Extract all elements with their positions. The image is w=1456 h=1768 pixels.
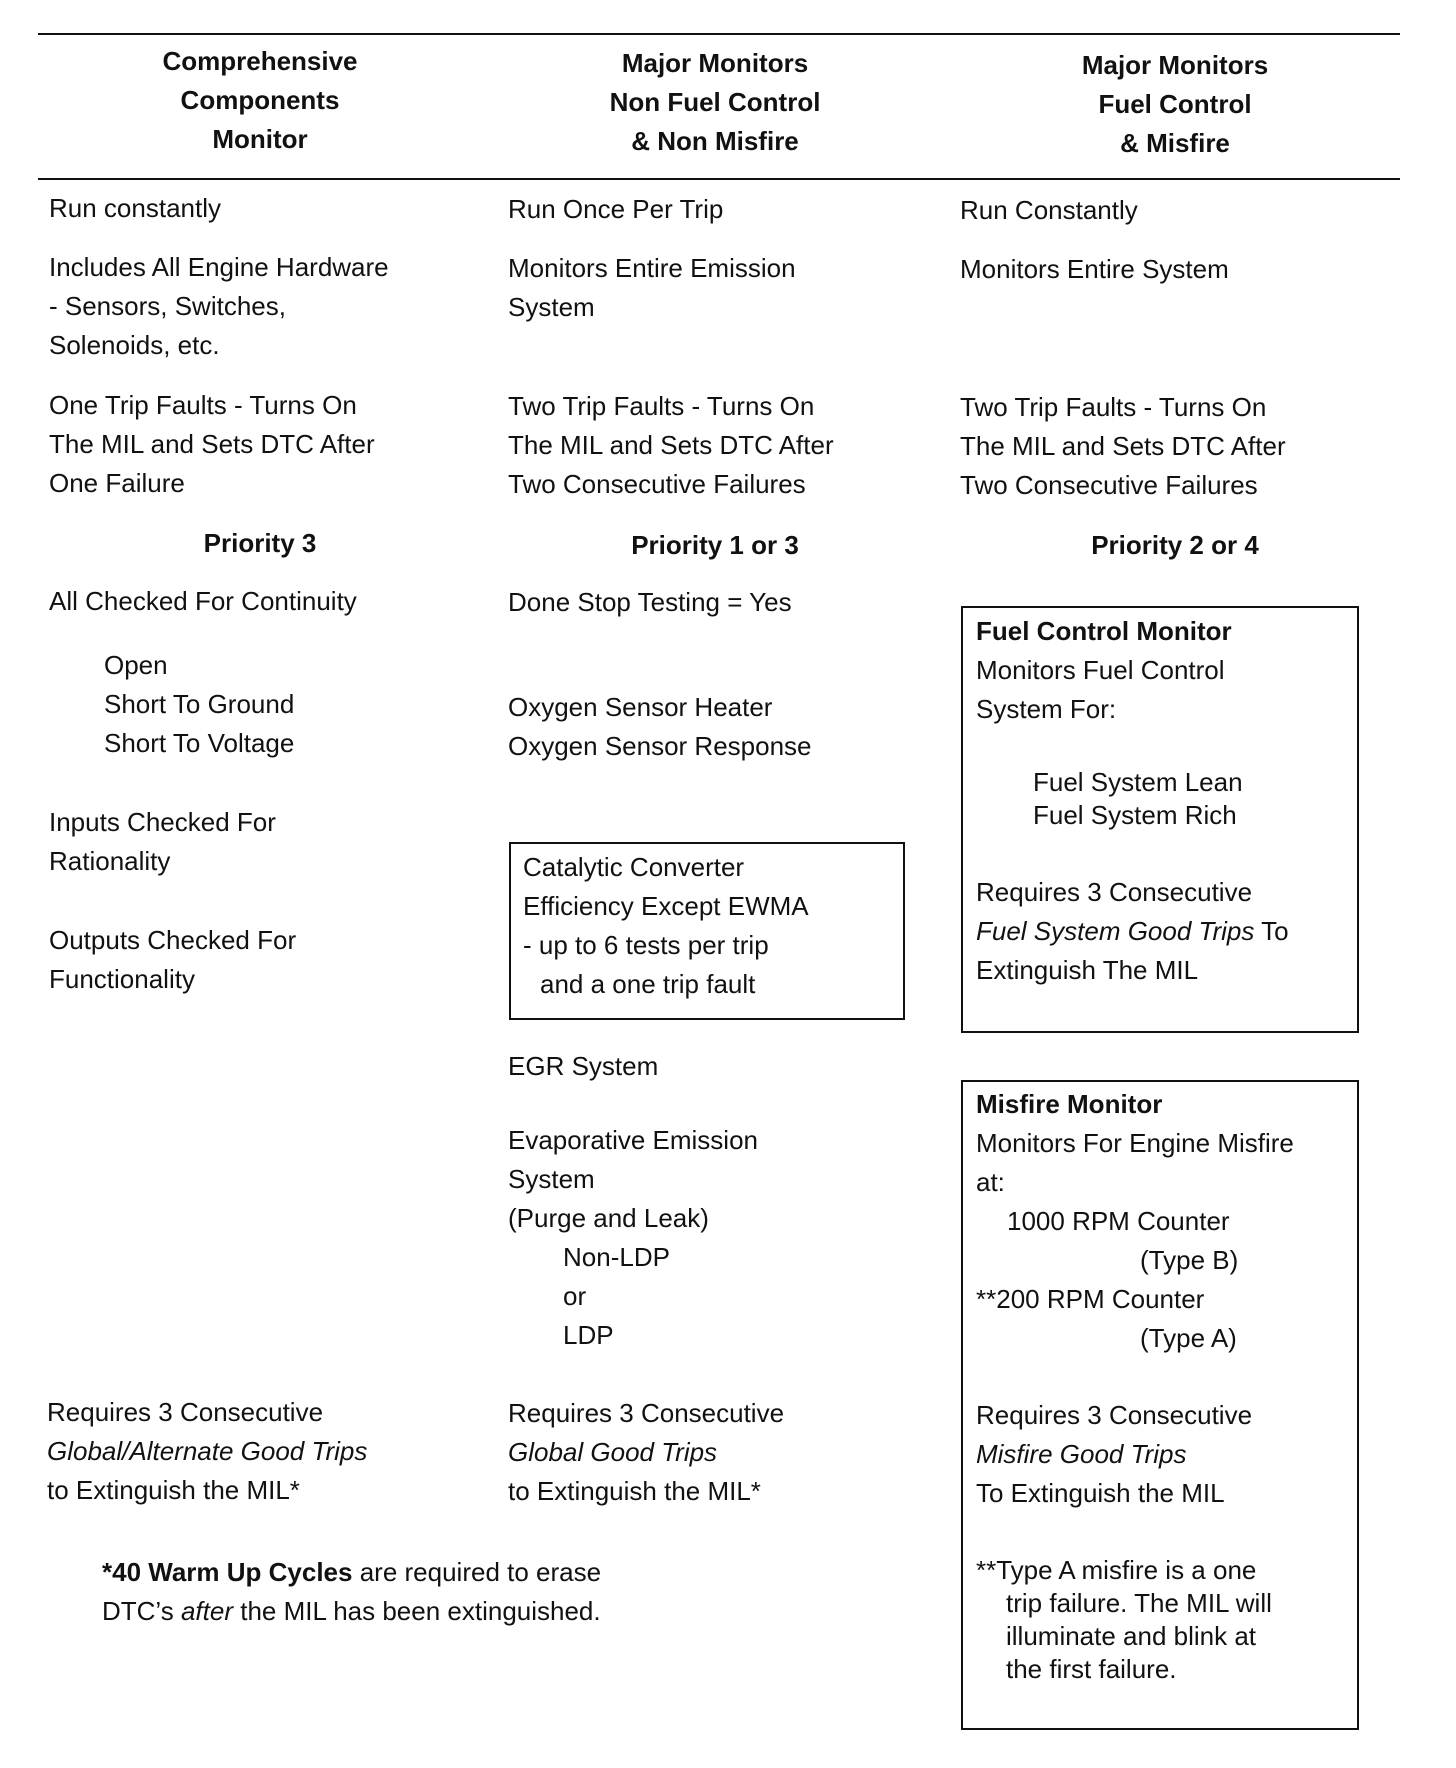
col2-monitors bbox=[508, 249, 796, 327]
col2-oxygen bbox=[508, 688, 812, 766]
header-line: Components bbox=[180, 85, 340, 115]
text-line: Includes All Engine Hardware bbox=[49, 252, 389, 282]
header-rule bbox=[38, 178, 1400, 180]
text-line: (Purge and Leak) bbox=[508, 1203, 709, 1233]
col2-evap-types bbox=[563, 1238, 670, 1355]
good-trips-text: Misfire Good Trips bbox=[976, 1439, 1187, 1469]
header-fuel-control-misfire bbox=[1030, 46, 1320, 163]
col2-evap bbox=[508, 1121, 758, 1238]
misfire-box-requires bbox=[976, 1396, 1252, 1513]
good-trips-text: Global Good Trips bbox=[508, 1437, 718, 1467]
text-line: at: bbox=[976, 1167, 1005, 1197]
header-line: Major Monitors bbox=[621, 48, 809, 78]
fuel-box-requires bbox=[976, 873, 1289, 990]
text-line: Solenoids, etc. bbox=[49, 330, 220, 360]
header-non-fuel-control bbox=[570, 44, 860, 161]
text-line: Functionality bbox=[49, 964, 195, 994]
header-line: Comprehensive bbox=[162, 46, 358, 76]
col2-egr: EGR System bbox=[508, 1051, 659, 1081]
text-line: Efficiency Except EWMA bbox=[523, 891, 809, 921]
col3-run: Run Constantly bbox=[960, 195, 1138, 225]
text-line: The MIL and Sets DTC After bbox=[960, 431, 1286, 461]
misfire-box-title: Misfire Monitor bbox=[976, 1089, 1163, 1119]
col1-outputs bbox=[49, 921, 296, 999]
text-line: Evaporative Emission bbox=[508, 1125, 758, 1155]
text-line: - up to 6 tests per trip bbox=[523, 930, 769, 960]
fuel-box-title: Fuel Control Monitor bbox=[976, 616, 1232, 646]
footnote-line-2 bbox=[102, 1592, 601, 1631]
catalytic-converter-box bbox=[509, 842, 905, 1020]
col1-checks bbox=[104, 646, 294, 763]
text-line: illuminate and blink at bbox=[1006, 1621, 1257, 1651]
text-line: Non-LDP bbox=[563, 1242, 670, 1272]
text-line: Catalytic Converter bbox=[523, 852, 745, 882]
text-line: Requires 3 Consecutive bbox=[976, 1400, 1253, 1430]
fuel-control-monitor-box bbox=[961, 606, 1359, 1033]
footnote bbox=[102, 1553, 601, 1631]
header-line: & Non Misfire bbox=[631, 126, 799, 156]
text-line: Requires 3 Consecutive bbox=[976, 877, 1253, 907]
good-trips-text: Fuel System Good Trips bbox=[976, 916, 1255, 946]
text-line: Rationality bbox=[49, 846, 171, 876]
header-comprehensive-components bbox=[130, 42, 390, 159]
text-line: Two Trip Faults - Turns On bbox=[960, 392, 1267, 422]
text-line: Open bbox=[104, 650, 168, 680]
footnote-text: the MIL has been extinguished. bbox=[233, 1596, 601, 1626]
text-line: Two Consecutive Failures bbox=[508, 469, 806, 499]
footnote-italic: after bbox=[180, 1596, 233, 1626]
text-line: One Failure bbox=[49, 468, 185, 498]
text-line: Monitors Entire Emission bbox=[508, 253, 796, 283]
col1-includes bbox=[49, 248, 389, 365]
text-line: To Extinguish the MIL bbox=[976, 1478, 1225, 1508]
text-line: to Extinguish the MIL* bbox=[508, 1476, 761, 1506]
text-line: - Sensors, Switches, bbox=[49, 291, 286, 321]
text-line: and a one trip fault bbox=[540, 969, 756, 999]
col1-inputs bbox=[49, 803, 276, 881]
col3-faults bbox=[960, 388, 1286, 505]
text-line: The MIL and Sets DTC After bbox=[508, 430, 834, 460]
col2-faults bbox=[508, 387, 834, 504]
footnote-line-1 bbox=[102, 1553, 601, 1592]
col3-monitors: Monitors Entire System bbox=[960, 254, 1229, 284]
header-line: Major Monitors bbox=[1081, 50, 1269, 80]
text-line: Extinguish The MIL bbox=[976, 955, 1199, 985]
text-line: Monitors For Engine Misfire bbox=[976, 1128, 1294, 1158]
text-line: Outputs Checked For bbox=[49, 925, 297, 955]
misfire-monitor-box bbox=[961, 1080, 1359, 1730]
text-line: **Type A misfire is a one bbox=[976, 1555, 1257, 1585]
header-line: Non Fuel Control bbox=[609, 87, 821, 117]
text-line: Short To Ground bbox=[104, 689, 295, 719]
text-line: The MIL and Sets DTC After bbox=[49, 429, 375, 459]
text-line: Fuel System Rich bbox=[1033, 800, 1237, 830]
misfire-box-text bbox=[976, 1085, 1294, 1358]
footnote-bold: *40 Warm Up Cycles bbox=[102, 1557, 353, 1587]
text-line: One Trip Faults - Turns On bbox=[49, 390, 357, 420]
col2-done: Done Stop Testing = Yes bbox=[508, 587, 792, 617]
header-line: Fuel Control bbox=[1098, 89, 1252, 119]
col1-priority: Priority 3 bbox=[203, 528, 317, 558]
text-line: (Type B) bbox=[1140, 1245, 1239, 1275]
text-line bbox=[976, 912, 1289, 951]
fuel-box-items bbox=[1033, 766, 1243, 832]
text-line: LDP bbox=[563, 1320, 614, 1350]
text-line: 1000 RPM Counter bbox=[1007, 1206, 1230, 1236]
text-line: Two Consecutive Failures bbox=[960, 470, 1258, 500]
footnote-text: DTC’s bbox=[102, 1596, 181, 1626]
text-line: (Type A) bbox=[1140, 1323, 1237, 1353]
text-line: Requires 3 Consecutive bbox=[508, 1398, 785, 1428]
catalytic-text bbox=[523, 848, 809, 1004]
text-line: Monitors Fuel Control bbox=[976, 655, 1225, 685]
header-line: & Misfire bbox=[1120, 128, 1230, 158]
col3-priority: Priority 2 or 4 bbox=[1091, 530, 1259, 560]
col1-run: Run constantly bbox=[49, 193, 221, 223]
fuel-box-text bbox=[976, 612, 1232, 729]
misfire-box-note bbox=[976, 1554, 1272, 1686]
good-trips-text: Global/Alternate Good Trips bbox=[47, 1436, 368, 1466]
col2-requires bbox=[508, 1394, 784, 1511]
text-line: Requires 3 Consecutive bbox=[47, 1397, 324, 1427]
footnote-text: are required to erase bbox=[352, 1557, 602, 1587]
top-rule bbox=[38, 33, 1400, 35]
text-fragment: To bbox=[1254, 916, 1289, 946]
text-line: System For: bbox=[976, 694, 1117, 724]
header-line: Monitor bbox=[212, 124, 308, 154]
col2-run: Run Once Per Trip bbox=[508, 194, 724, 224]
text-line: the first failure. bbox=[1006, 1654, 1177, 1684]
text-line: **200 RPM Counter bbox=[976, 1284, 1205, 1314]
text-line: trip failure. The MIL will bbox=[1006, 1588, 1272, 1618]
text-line: Two Trip Faults - Turns On bbox=[508, 391, 815, 421]
text-line: to Extinguish the MIL* bbox=[47, 1475, 300, 1505]
text-line: Short To Voltage bbox=[104, 728, 295, 758]
text-line: Oxygen Sensor Response bbox=[508, 731, 812, 761]
col2-priority: Priority 1 or 3 bbox=[631, 530, 799, 560]
text-line: Fuel System Lean bbox=[1033, 767, 1243, 797]
col1-requires bbox=[47, 1393, 367, 1510]
text-line: System bbox=[508, 292, 595, 322]
text-line: System bbox=[508, 1164, 595, 1194]
text-line: Oxygen Sensor Heater bbox=[508, 692, 773, 722]
text-line: Inputs Checked For bbox=[49, 807, 276, 837]
text-line: or bbox=[563, 1281, 587, 1311]
col1-continuity: All Checked For Continuity bbox=[49, 586, 357, 616]
col1-faults bbox=[49, 386, 375, 503]
